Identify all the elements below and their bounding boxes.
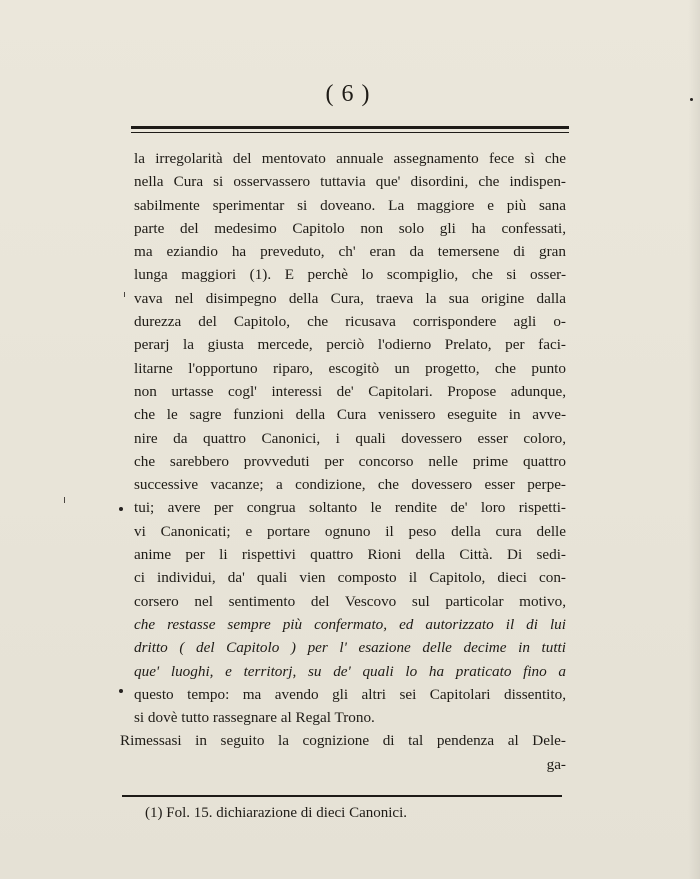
footnote: (1) Fol. 15. dichiarazione di dieci Canonici. [145,805,408,821]
text-line: la irregolarità del mentovato annuale assegnamento fece sì che [134,150,566,167]
text-line: durezza del Capitolo, che ricusava corrispondere agli o- [134,313,566,331]
text-line: tui; avere per congrua soltanto le rendite de' loro rispetti- [134,499,566,517]
page-number: ( 6 ) [325,81,371,107]
ink-speck [690,98,693,101]
text-line: ci individui, da' quali vien composto il Capitolo, dieci con- [134,569,566,587]
header-rule [131,126,569,129]
footnote-rule [122,795,562,797]
catchword: ga- [546,755,566,773]
text-line: non urtasse cogl' interessi de' Capitolari. Propose adunque, [134,382,566,400]
text-line: questo tempo: ma avendo gli altri sei Capitolari dissentito, [134,685,566,703]
text-line: anime per li rispettivi quattro Rioni della Città. Di sedi- [134,546,566,564]
text-line: ma eziandio ha preveduto, ch' eran da temersene di gran [134,243,566,261]
text-line: si dovè tutto rassegnare al Regal Trono. [134,709,375,727]
text-line: vi Canonicati; e portare ognuno il peso della cura delle [134,522,566,540]
ink-speck [119,507,123,511]
text-line: sabilmente sperimentar si doveano. La maggiore e più sana [134,196,566,214]
text-line: que' luoghi, e territorj, su de' quali lo ha praticato fino a [134,662,566,680]
text-line: nire da quattro Canonici, i quali dovessero esser coloro, [134,429,566,447]
page-edge-shadow [688,0,700,879]
text-line: che le sagre funzioni della Cura venissero eseguite in avve- [134,406,566,424]
text-line: successive vacanze; a condizione, che dovessero esser perpe- [134,476,566,494]
body-text [120,147,566,776]
text-line: litarne l'opportuno riparo, escogitò un progetto, che punto [134,359,566,377]
ink-mark [124,292,125,297]
text-line: Rimessasi in seguito la cognizione di tal pendenza al Dele- [120,732,566,750]
text-line: dritto ( del Capitolo ) per l' esazione delle decime in tutti [134,639,566,657]
text-line: che restasse sempre più confermato, ed autorizzato il di lui [134,615,566,633]
text-line: che sarebbero provveduti per concorso nelle prime quattro [134,452,566,470]
text-line: lunga maggiori (1). E perchè lo scompiglio, che si osser- [134,266,566,284]
text-line: parte del medesimo Capitolo non solo gli ha confessati, [134,219,566,237]
text-line: corsero nel sentimento del Vescovo sul particolar motivo, [134,592,566,610]
text-line: vava nel disimpegno della Cura, traeva la sua origine dalla [134,289,566,307]
ink-mark [64,497,65,503]
text-line: perarj la giusta mercede, perciò l'odierno Prelato, per faci- [134,336,566,354]
ink-speck [119,689,123,693]
text-line: nella Cura si osservassero tuttavia que' disordini, che indispen- [134,173,566,191]
